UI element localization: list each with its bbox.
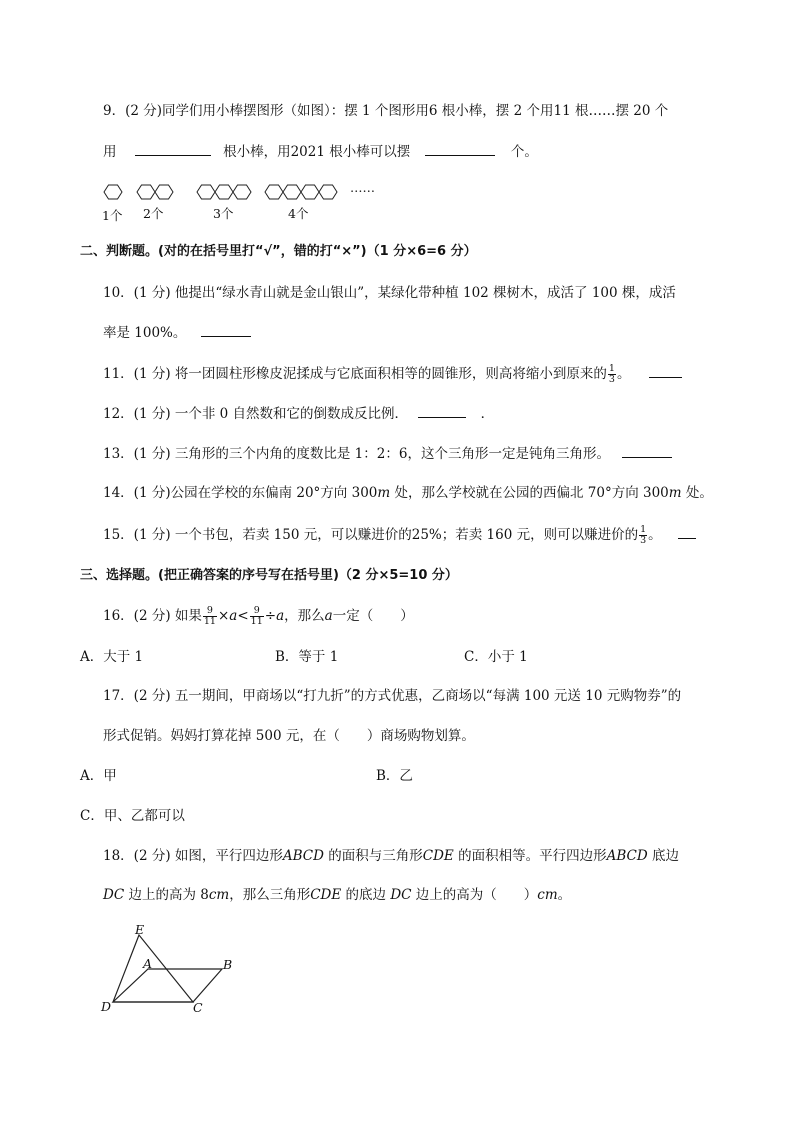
q9-text-line1: 9．(2 分)同学们用小棒摆图形（如图）：摆 1 个图形用6 根小棒，摆 2 个用11 根……摆 20 个 xyxy=(103,103,669,119)
q13-line xyxy=(103,444,672,464)
q16-var-a-3: a xyxy=(324,608,333,624)
hexagon-3-3 xyxy=(233,185,251,199)
q15-text: 15．(1 分) 一个书包，若卖 150 元，可以赚进价的25%；若卖 160 元，则可以赚进价的 xyxy=(103,527,639,543)
hexagon-label-2: 2个 xyxy=(143,206,164,221)
q18-text-d: 底边 xyxy=(647,848,679,864)
q12-tail: ． xyxy=(480,406,495,422)
q16-option-b[interactable]: B．等于 1 xyxy=(275,649,339,665)
q12-text: 12．(1 分) 一个非 0 自然数和它的倒数成反比例． xyxy=(103,406,409,422)
q16-times-sign: × xyxy=(217,608,230,624)
q18-text-c: 的面积相等。平行四边形 xyxy=(453,848,607,864)
q10-text: 率是 100%。 xyxy=(103,325,187,341)
q18-abcd-1: ABCD xyxy=(282,848,324,864)
q15-tail: 。 xyxy=(648,527,662,543)
q17-line1: 17．(2 分) 五一期间，甲商场以“打九折”的方式优惠，乙商场以“每满 100 元送 10 元购物券”的 xyxy=(103,688,682,704)
q18-text-a: 18．(2 分) 如图，平行四边形 xyxy=(103,848,283,864)
q16-less-sign: < xyxy=(237,608,249,624)
figure-label-a: A xyxy=(143,956,153,971)
q16-frac1-num: 9 xyxy=(203,606,217,617)
q17-option-b[interactable]: B．乙 xyxy=(376,768,413,784)
q18-text-g: 的底边 xyxy=(341,887,391,903)
parallelogram-triangle-figure xyxy=(98,918,238,1018)
q16-option-a[interactable]: A．大于 1 xyxy=(80,649,144,665)
q18-line2 xyxy=(103,885,571,905)
hexagon-label-4: 4个 xyxy=(288,206,309,221)
q11-fraction xyxy=(608,364,616,385)
q18-text-i: 。 xyxy=(557,887,572,903)
q12-answer-blank[interactable] xyxy=(418,405,466,418)
hexagon-label-3: 3个 xyxy=(213,206,234,221)
q14-text-b: 处，那么学校就在公园的西偏北 70°方向 300 xyxy=(390,485,669,501)
hexagon-4-2 xyxy=(283,185,301,199)
q11-frac-num: 1 xyxy=(608,363,615,374)
hexagon-4-1 xyxy=(265,185,283,199)
figure-label-c: C xyxy=(193,1000,203,1015)
q11-tail: 。 xyxy=(616,366,631,382)
q9-answer-blank-2[interactable] xyxy=(425,143,495,156)
hexagon-ellipsis: …… xyxy=(350,180,375,195)
q18-abcd-2: ABCD xyxy=(606,848,648,864)
q16-text-e: ，那么 xyxy=(284,608,325,624)
q18-text-f: ，那么三角形 xyxy=(229,887,311,903)
q9-answer-blank-1[interactable] xyxy=(135,143,211,156)
q14-text-a: 14．(1 分)公园在学校的东偏南 20°方向 300 xyxy=(103,485,378,501)
q11-text: 11．(1 分) 将一团圆柱形橡皮泥揉成与它底面积相等的圆锥形，则高将缩小到原来的 xyxy=(103,366,607,382)
q11-line xyxy=(103,364,682,385)
q15-answer-blank[interactable] xyxy=(678,526,696,539)
q10-line1: 10．(1 分) 他提出“绿水青山就是金山银山”，某绿化带种植 102 棵树木，成活了 100 棵，成活 xyxy=(103,285,676,301)
q14-line xyxy=(103,483,713,503)
q16-frac2-den: 11 xyxy=(250,616,263,627)
q16-div-sign: ÷ xyxy=(264,608,277,624)
q11-frac-den: 3 xyxy=(608,374,615,385)
q9-line1 xyxy=(103,101,668,121)
q18-text-b: 的面积与三角形 xyxy=(323,848,423,864)
hexagon-4-3 xyxy=(301,185,319,199)
q17-option-c[interactable]: C．甲、乙都可以 xyxy=(80,808,185,824)
hexagon-2-2 xyxy=(155,185,173,199)
q18-text-h: 边上的高为（ ） xyxy=(411,887,538,903)
hexagon-1-1 xyxy=(104,185,122,199)
q16-var-a-2: a xyxy=(276,608,285,624)
q9-line2 xyxy=(103,142,538,162)
q17-option-a[interactable]: A．甲 xyxy=(80,768,117,784)
q9-text-a: 用 xyxy=(103,144,117,160)
q10-line2 xyxy=(103,323,251,343)
q16-line xyxy=(103,606,414,627)
q15-frac-den: 3 xyxy=(640,535,647,546)
q16-frac1-den: 11 xyxy=(203,616,216,627)
q16-fraction-1 xyxy=(203,606,217,627)
q18-text-e: 边上的高为 8 xyxy=(124,887,209,903)
q17-line2: 形式促销。妈妈打算花掉 500 元，在（ ）商场购物划算。 xyxy=(103,728,475,744)
figure-label-e: E xyxy=(135,922,145,937)
section-2-title: 二、判断题。(对的在括号里打“√”，错的打“×”)（1 分×6=6 分） xyxy=(80,244,477,259)
section-3-title: 三、选择题。(把正确答案的序号写在括号里)（2 分×5=10 分） xyxy=(80,568,458,583)
q16-text-a: 16．(2 分) 如果 xyxy=(103,608,202,624)
hexagon-2-1 xyxy=(137,185,155,199)
q9-text-c: 个。 xyxy=(510,144,538,160)
q18-line1 xyxy=(103,846,679,866)
q16-var-a-1: a xyxy=(229,608,238,624)
q10-answer-blank[interactable] xyxy=(201,324,251,337)
parallelogram-abcd xyxy=(113,969,222,1002)
hexagon-3-1 xyxy=(197,185,215,199)
q15-fraction xyxy=(639,525,647,546)
q14-text-c: 处。 xyxy=(681,485,713,501)
q16-fraction-2 xyxy=(250,606,264,627)
q16-text-f: 一定（ ） xyxy=(332,608,414,624)
q11-answer-blank[interactable] xyxy=(649,365,682,378)
q13-answer-blank[interactable] xyxy=(622,445,672,458)
hexagon-3-2 xyxy=(215,185,233,199)
q15-frac-num: 1 xyxy=(640,524,647,535)
hexagon-4-4 xyxy=(319,185,337,199)
q18-dc-2: DC xyxy=(390,887,412,903)
q18-cm-2: cm xyxy=(537,887,558,903)
figure-label-d: D xyxy=(101,999,112,1014)
q18-cde-2: CDE xyxy=(310,887,342,903)
q18-cm-1: cm xyxy=(208,887,230,903)
figure-label-b: B xyxy=(223,957,233,972)
q16-option-c[interactable]: C．小于 1 xyxy=(464,649,528,665)
q14-unit-2: m xyxy=(668,485,682,501)
q12-line xyxy=(103,404,494,424)
q14-unit-1: m xyxy=(377,485,391,501)
q15-line xyxy=(103,525,696,546)
q9-text-b: 根小棒，用2021 根小棒可以摆 xyxy=(223,144,411,160)
hexagon-label-1: 1个 xyxy=(102,208,123,223)
q18-dc-1: DC xyxy=(103,887,125,903)
q18-cde-1: CDE xyxy=(422,848,454,864)
q13-text: 13．(1 分) 三角形的三个内角的度数比是 1：2：6，这个三角形一定是钝角三角形。 xyxy=(103,446,610,462)
q16-frac2-num: 9 xyxy=(250,606,264,617)
